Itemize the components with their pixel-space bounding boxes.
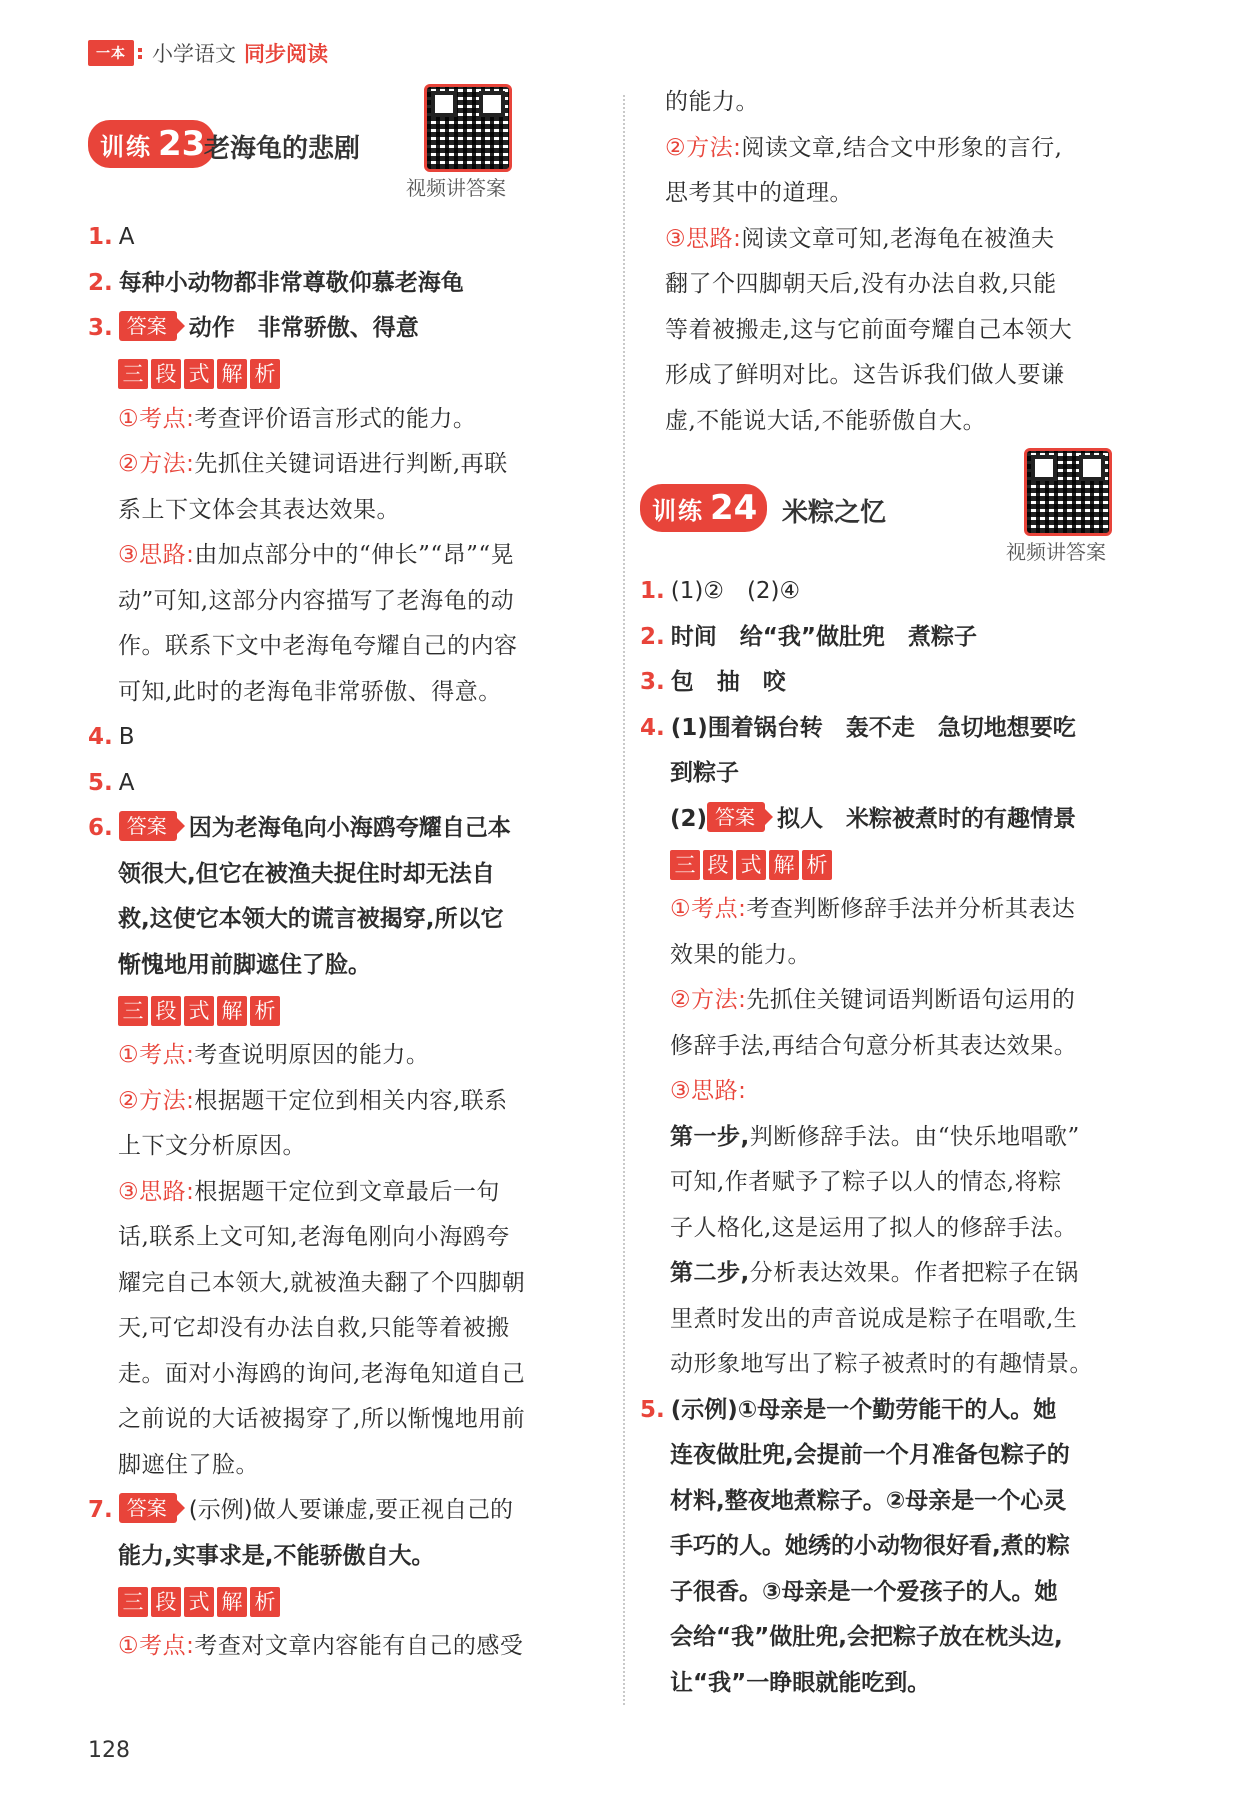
answer-line: 救,这使它本领大的谎言被揭穿,所以它 bbox=[118, 906, 504, 932]
analysis-line: ①考点:考查评价语言形式的能力。 bbox=[118, 405, 477, 432]
answer-line: 手巧的人。她绣的小动物很好看,煮的粽 bbox=[670, 1533, 1070, 1559]
right-column bbox=[640, 80, 1140, 1706]
analysis-line: 可知,作者赋予了粽子以人的情态,将粽 bbox=[670, 1169, 1062, 1195]
answer-line: 领很大,但它在被渔夫捉住时却无法自 bbox=[118, 860, 495, 887]
answer-line: 材料,整夜地煮粽子。②母亲是一个心灵 bbox=[670, 1487, 1067, 1514]
answer-3: 3. 答案 动作 非常骄傲、得意 bbox=[88, 306, 598, 352]
section-title: 米粽之忆 bbox=[782, 498, 887, 528]
answer-tag: 答案 bbox=[119, 311, 177, 341]
qr-caption: 视频讲答案 bbox=[406, 176, 506, 200]
column-divider bbox=[623, 95, 625, 1705]
analysis-line: 思考其中的道理。 bbox=[665, 180, 853, 206]
answer-tag: 答案 bbox=[707, 802, 765, 832]
analysis-line: 效果的能力。 bbox=[670, 941, 811, 968]
section-badge: 训练 23 bbox=[88, 120, 215, 168]
answer-4: 4. (1)围着锅台转 轰不走 急切地想要吃 bbox=[640, 714, 1076, 741]
analysis-label: 三 段 式 解 析 bbox=[88, 352, 598, 397]
analysis-line: 之前说的大话被揭穿了,所以惭愧地用前 bbox=[118, 1406, 526, 1432]
answer-tag: 答案 bbox=[119, 811, 177, 841]
analysis-line: 里煮时发出的声音说成是粽子在唱歌,生 bbox=[670, 1305, 1078, 1332]
answer-2: 2. 时间 给“我”做肚兜 煮粽子 bbox=[640, 623, 977, 650]
analysis-line: 话,联系上文可知,老海龟刚向小海鸥夸 bbox=[118, 1224, 510, 1250]
left-column bbox=[88, 80, 598, 1670]
analysis-line: 子人格化,这是运用了拟人的修辞手法。 bbox=[670, 1214, 1078, 1241]
answer-tag: 答案 bbox=[119, 1493, 177, 1523]
section-23-header bbox=[88, 80, 598, 215]
page-number: 128 bbox=[88, 1738, 130, 1763]
analysis-line: ②方法:先抓住关键词语判断语句运用的 bbox=[670, 987, 1076, 1013]
analysis-label: 三 段 式 解 析 bbox=[88, 988, 598, 1033]
analysis-line: 系上下文体会其表达效果。 bbox=[118, 496, 400, 523]
analysis-line: ②方法:阅读文章,结合文中形象的言行, bbox=[665, 134, 1063, 161]
analysis-line: 形成了鲜明对比。这告诉我们做人要谦 bbox=[665, 362, 1065, 388]
answer-line: 连夜做肚兜,会提前一个月准备包粽子的 bbox=[670, 1442, 1070, 1468]
analysis-line: 天,可它却没有办法自救,只能等着被搬 bbox=[118, 1315, 510, 1341]
analysis-line: ③思路:由加点部分中的“伸长”“昂”“晃 bbox=[118, 542, 515, 568]
analysis-line: 动形象地写出了粽子被煮时的有趣情景。 bbox=[670, 1351, 1093, 1377]
series-highlight: 同步阅读 bbox=[244, 42, 328, 66]
analysis-line: ③思路:根据题干定位到文章最后一句 bbox=[118, 1178, 500, 1205]
analysis-line: ③思路: bbox=[670, 1078, 747, 1104]
answer-7: 7. 答案 (示例)做人要谦虚,要正视自己的 bbox=[88, 1488, 598, 1534]
section-24-header bbox=[640, 444, 1140, 569]
brand-logo: 一本 bbox=[88, 40, 134, 66]
analysis-line: ②方法:根据题干定位到相关内容,联系 bbox=[118, 1087, 508, 1114]
answer-line: 能力,实事求是,不能骄傲自大。 bbox=[118, 1542, 435, 1569]
analysis-line: 作。联系下文中老海龟夸耀自己的内容 bbox=[118, 633, 518, 659]
analysis-line: 可知,此时的老海龟非常骄傲、得意。 bbox=[118, 678, 502, 705]
analysis-line: 走。面对小海鸥的询问,老海龟知道自己 bbox=[118, 1360, 526, 1387]
analysis-line: 第二步,分析表达效果。作者把粽子在锅 bbox=[670, 1260, 1079, 1286]
analysis-line: ①考点:考查对文章内容能有自己的感受 bbox=[118, 1633, 524, 1659]
analysis-line: 第一步,判断修辞手法。由“快乐地唱歌” bbox=[670, 1123, 1080, 1150]
section-title: 老海龟的悲剧 bbox=[204, 134, 361, 164]
answer-2: 2. 每种小动物都非常尊敬仰慕老海龟 bbox=[88, 269, 464, 296]
analysis-line: 动”可知,这部分内容描写了老海龟的动 bbox=[118, 587, 515, 614]
qr-code-icon[interactable] bbox=[1024, 448, 1112, 536]
answer-5: 5. (示例)①母亲是一个勤劳能干的人。她 bbox=[640, 1396, 1057, 1423]
analysis-line: 的能力。 bbox=[665, 89, 759, 115]
answer-line: 惭愧地用前脚遮住了脸。 bbox=[118, 951, 371, 978]
analysis-label: 三 段 式 解 析 bbox=[640, 842, 1140, 887]
section-badge: 训练 24 bbox=[640, 484, 767, 532]
answer-4: 4. B bbox=[88, 724, 135, 750]
answer-line: 到粽子 bbox=[670, 760, 739, 786]
answer-6: 6. 答案 因为老海龟向小海鸥夸耀自己本 bbox=[88, 806, 598, 852]
analysis-line: 上下文分析原因。 bbox=[118, 1133, 306, 1159]
qr-code-icon[interactable] bbox=[424, 84, 512, 172]
analysis-line: 翻了个四脚朝天后,没有办法自救,只能 bbox=[665, 271, 1057, 297]
analysis-line: ②方法:先抓住关键词语进行判断,再联 bbox=[118, 451, 508, 477]
qr-caption: 视频讲答案 bbox=[1006, 540, 1106, 564]
analysis-line: 等着被搬走,这与它前面夸耀自己本领大 bbox=[665, 316, 1073, 343]
answer-3: 3. 包 抽 咬 bbox=[640, 669, 786, 695]
answer-1: 1. A bbox=[88, 224, 135, 250]
answer-line: 子很香。③母亲是一个爱孩子的人。她 bbox=[670, 1578, 1058, 1605]
analysis-line: ①考点:考查判断修辞手法并分析其表达 bbox=[670, 896, 1076, 922]
answer-5: 5. A bbox=[88, 769, 135, 796]
answer-line: 让“我”一睁眼就能吃到。 bbox=[670, 1669, 931, 1696]
series-title: 小学语文 同步阅读 bbox=[152, 42, 328, 66]
analysis-line: 虚,不能说大话,不能骄傲自大。 bbox=[665, 407, 987, 434]
analysis-label: 三 段 式 解 析 bbox=[88, 1579, 598, 1624]
analysis-line: ①考点:考查说明原因的能力。 bbox=[118, 1042, 430, 1068]
analysis-line: 耀完自己本领大,就被渔夫翻了个四脚朝 bbox=[118, 1269, 526, 1296]
page-header bbox=[88, 38, 328, 68]
analysis-line: 脚遮住了脸。 bbox=[118, 1451, 259, 1478]
analysis-line: 修辞手法,再结合句意分析其表达效果。 bbox=[670, 1032, 1078, 1059]
analysis-line: ③思路:阅读文章可知,老海龟在被渔夫 bbox=[665, 225, 1055, 252]
answer-line: (2) 答案 拟人 米粽被煮时的有趣情景 bbox=[640, 797, 1140, 843]
answer-1: 1. (1)② (2)④ bbox=[640, 578, 801, 604]
brand-dots-icon bbox=[138, 48, 142, 59]
answer-line: 会给“我”做肚兜,会把粽子放在枕头边, bbox=[670, 1624, 1063, 1650]
